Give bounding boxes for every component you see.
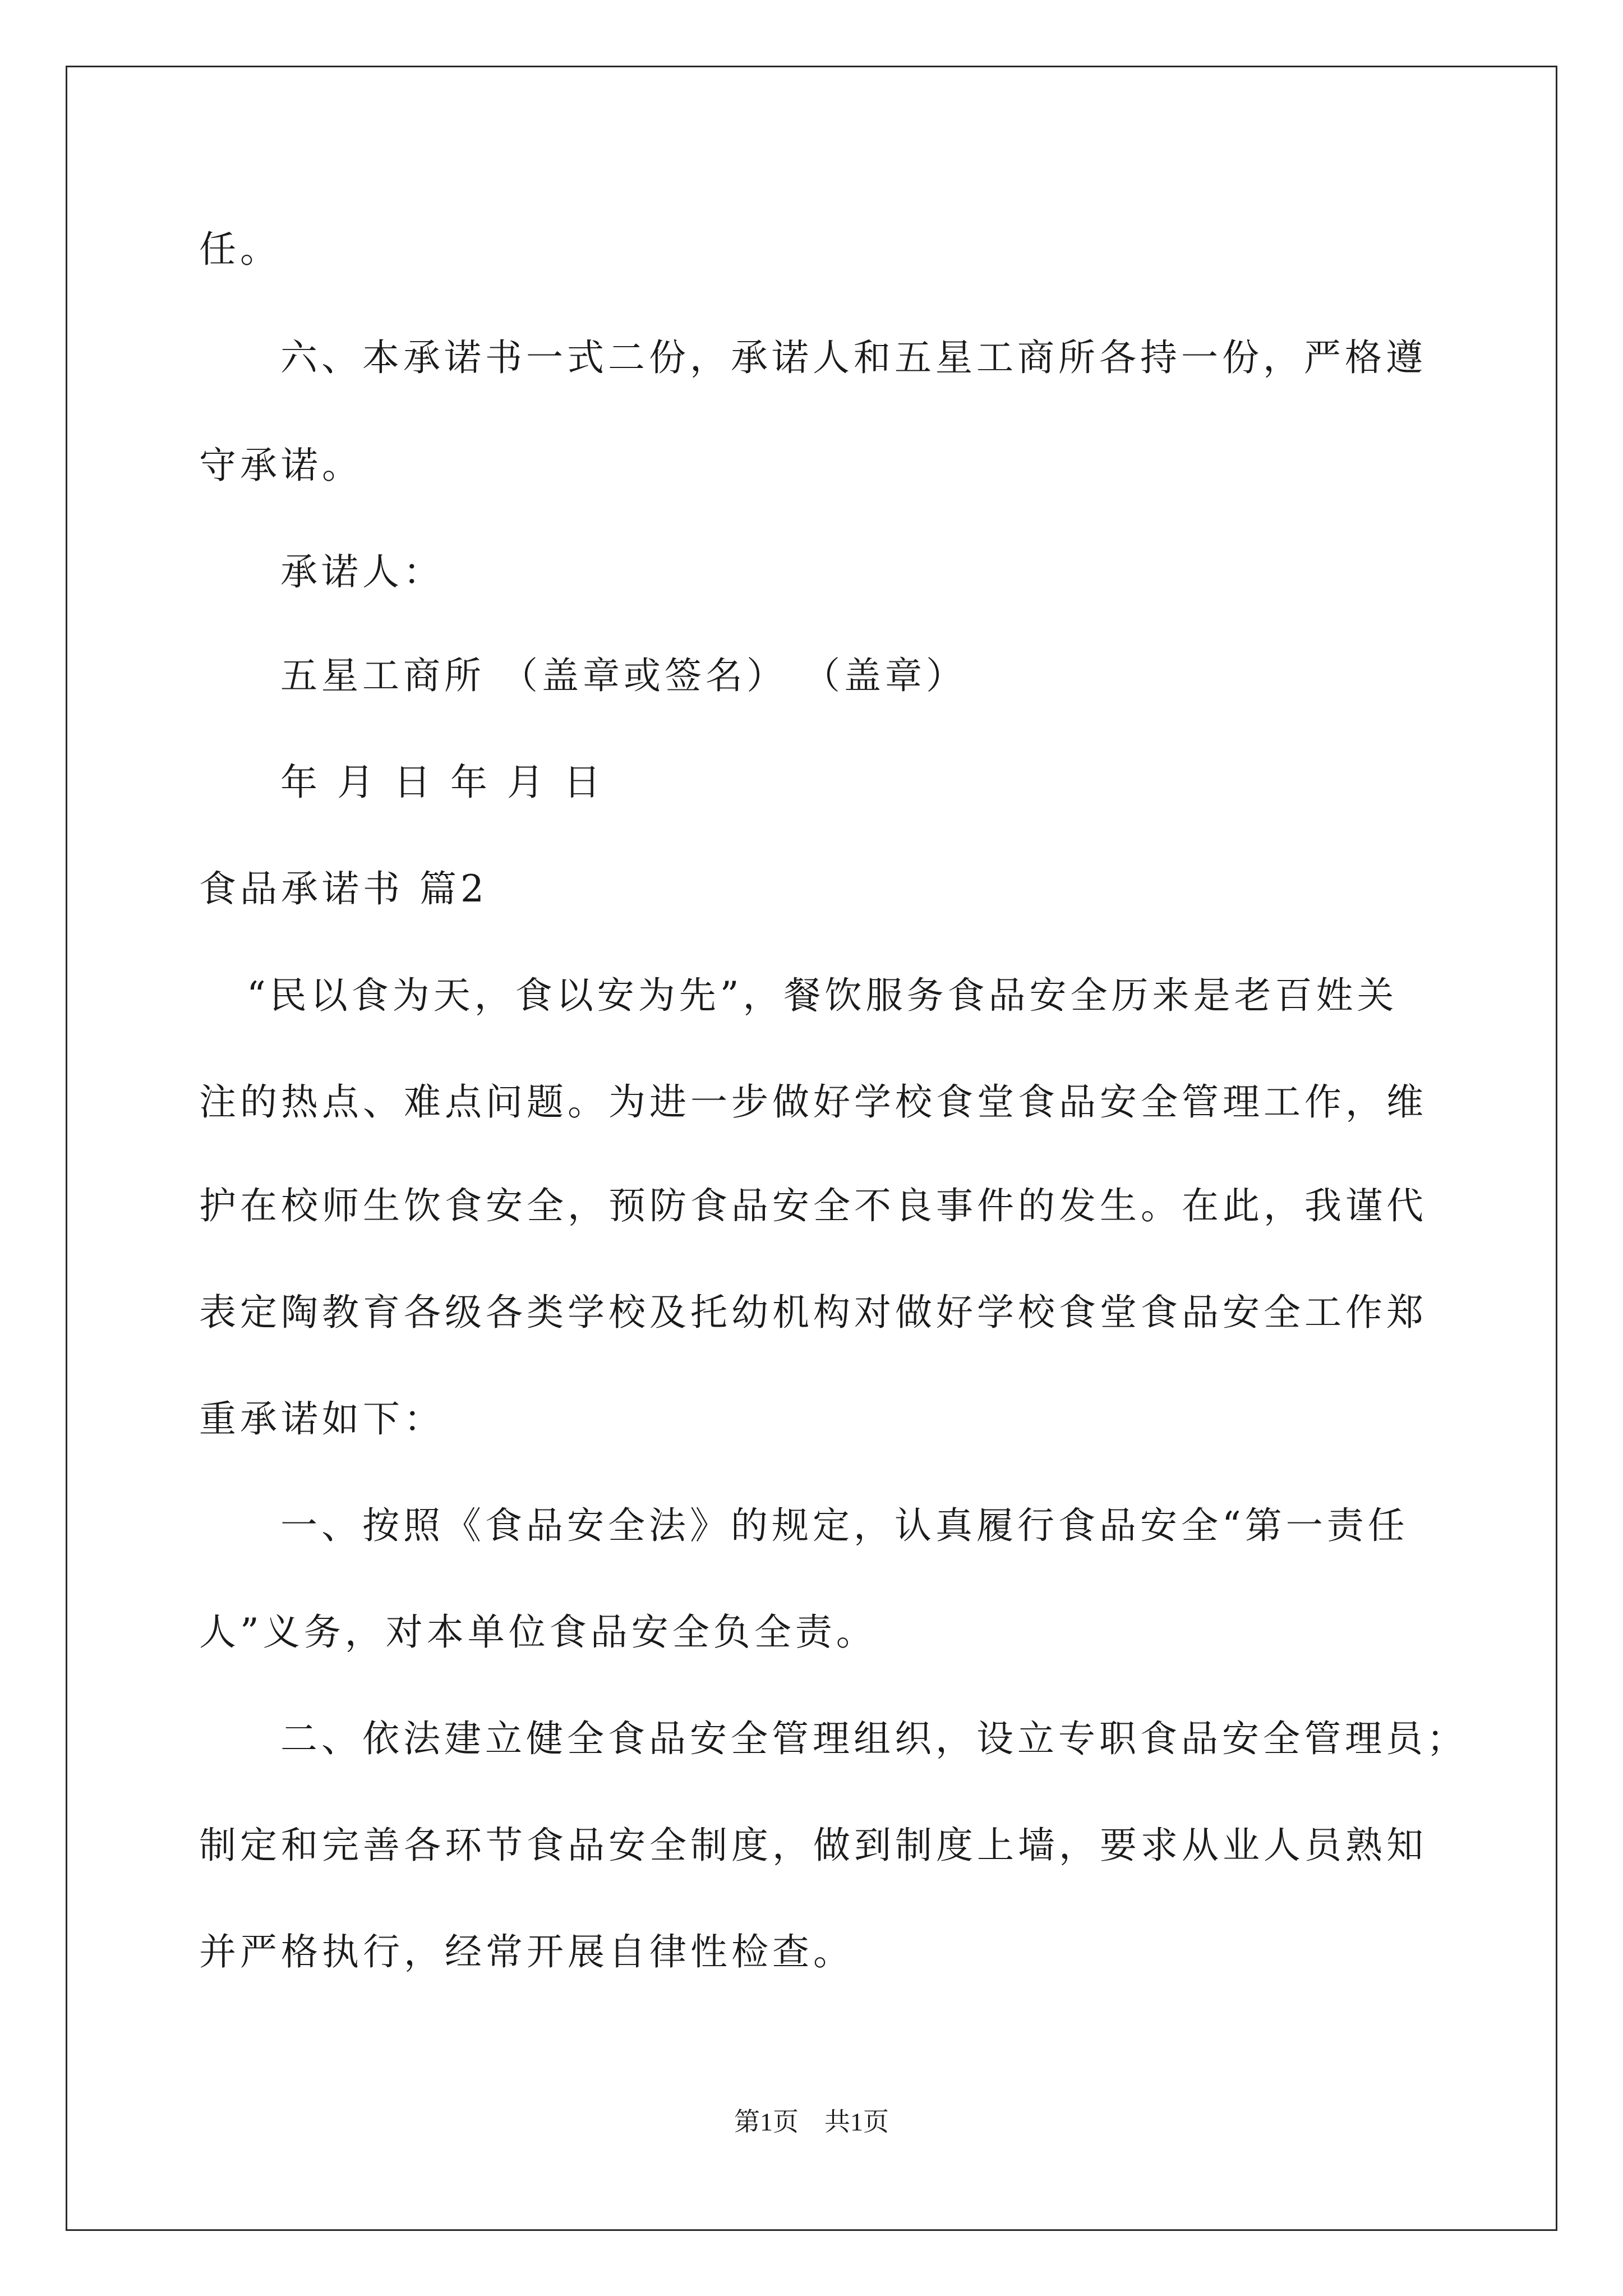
seal-line: 五星工商所 （盖章或签名） （盖章） — [280, 654, 967, 697]
text-line: 二、依法建立健全食品安全管理组织，设立专职食品安全管理员； — [280, 1717, 1468, 1760]
text-line: 守承诺。 — [199, 444, 363, 487]
text-line: 人”义务，对本单位食品安全负全责。 — [199, 1611, 877, 1654]
text-line: 一、按照《食品安全法》的规定，认真履行食品安全“第一责任 — [280, 1504, 1409, 1547]
page-footer: 第1页 共1页 — [734, 2108, 889, 2136]
text-line: 护在校师生饮食安全，预防食品安全不良事件的发生。在此，我谨代 — [199, 1184, 1427, 1227]
text-line: 制定和完善各环节食品安全制度，做到制度上墙，要求从业人员熟知 — [199, 1824, 1427, 1867]
signatory-label: 承诺人： — [280, 550, 444, 593]
section-heading: 食品承诺书 篇2 — [199, 867, 488, 910]
text-line: “民以食为天，食以安为先”，餐饮服务食品安全历来是老百姓关 — [247, 974, 1398, 1017]
page-frame — [66, 66, 1557, 2231]
date-line: 年 月 日 年 月 日 — [280, 761, 605, 804]
text-line: 表定陶教育各级各类学校及托幼机构对做好学校食堂食品安全工作郑 — [199, 1291, 1427, 1334]
text-line: 注的热点、难点问题。为进一步做好学校食堂食品安全管理工作，维 — [199, 1080, 1427, 1124]
text-line: 六、本承诺书一式二份，承诺人和五星工商所各持一份，严格遵 — [280, 336, 1427, 379]
text-line: 任。 — [199, 228, 281, 271]
text-line: 重承诺如下： — [199, 1397, 445, 1441]
text-line: 并严格执行，经常开展自律性检查。 — [199, 1930, 854, 1973]
